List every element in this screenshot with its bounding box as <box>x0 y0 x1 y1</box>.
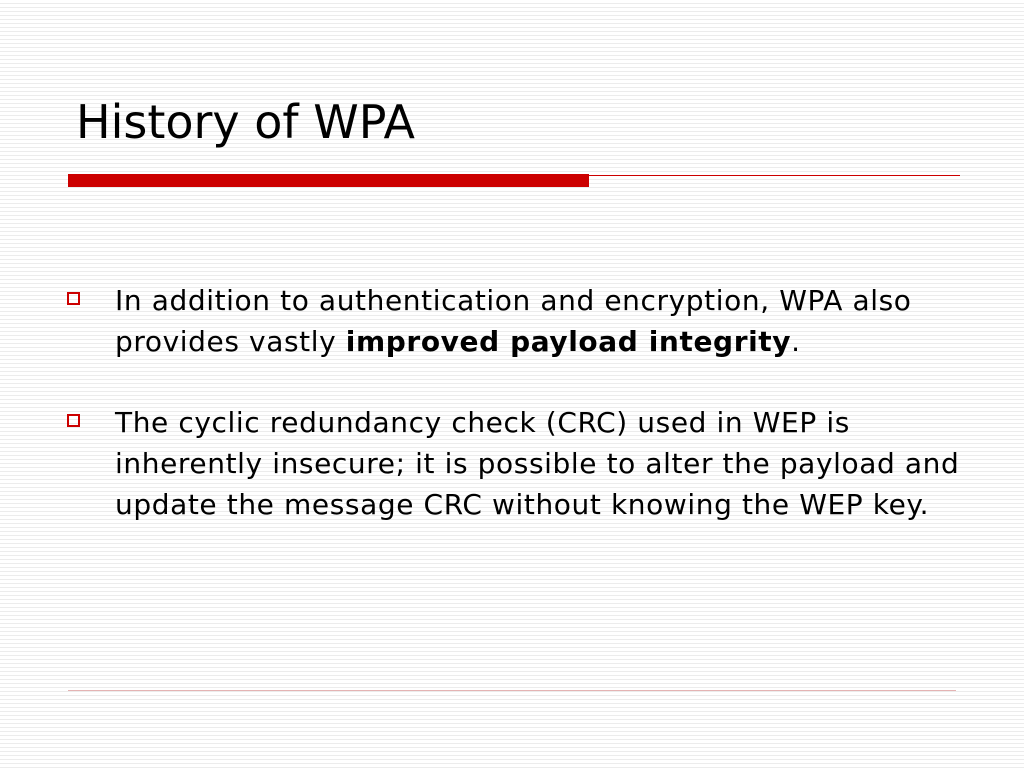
bullet-text-after: . <box>791 325 801 358</box>
bullet-list <box>0 280 1024 525</box>
bullet-text-before: In addition to authentication and encryption, WPA also provides vastly <box>115 284 912 358</box>
bullet-item-crc <box>0 402 1024 525</box>
hollow-square-bullet-icon <box>67 292 80 305</box>
footer-divider <box>68 690 956 691</box>
bullet-item-payload-integrity <box>0 280 1024 362</box>
bullet-text-emphasis: improved payload integrity <box>345 325 792 358</box>
title-underline-thin <box>589 175 960 176</box>
slide-title: History of WPA <box>76 95 415 149</box>
bullet-text: The cyclic redundancy check (CRC) used in WEP is inherently insecure; it is possible to alter the payload and update the message CRC without knowing the WEP key. <box>115 406 960 521</box>
title-underline-thick <box>68 174 589 187</box>
hollow-square-bullet-icon <box>67 414 80 427</box>
